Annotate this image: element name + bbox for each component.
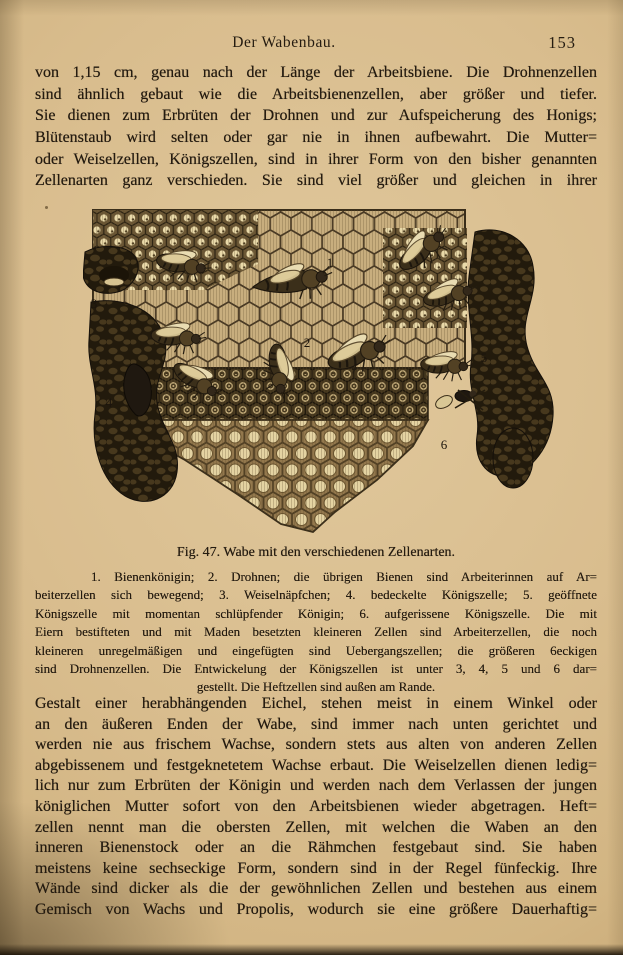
paragraph-top bbox=[35, 62, 597, 192]
legend-line: beiterzellen sich bewegend; 3. Weiselnäpfchen; 4. bedeckelte Königszelle; 5. geöffnete bbox=[35, 587, 597, 603]
text-line: inneren Bienenstock oder an die Rähmchen festgebaut sind. Sie haben bbox=[35, 839, 597, 857]
label-4: 4 bbox=[105, 395, 113, 410]
opened-queen-cell bbox=[433, 393, 454, 411]
text-line: sind ähnlich gebaut wie die Arbeitsbienenzellen, aber größer und tiefer. bbox=[35, 85, 597, 103]
figure-caption-title: Fig. 47. Wabe mit den verschiedenen Zellenarten. bbox=[176, 545, 456, 560]
text-line: Gestalt einer herabhängenden Eichel, stehen meist in einem Winkel oder bbox=[35, 695, 597, 712]
label-5: 5 bbox=[480, 350, 488, 365]
text-line: von 1,15 cm, genau nach der Länge der Arbeitsbiene. Die Drohnenzellen bbox=[35, 64, 597, 81]
honeycomb-engraving bbox=[83, 206, 556, 542]
text-line: oder Weiselzellen, Königszellen, sind in ihrer Form von den bisher genannten bbox=[35, 150, 597, 168]
text-line: königlichen Mutter sofort von den Arbeitsbienen wieder abgetragen. Heft= bbox=[35, 797, 597, 815]
paragraph-bottom bbox=[35, 694, 597, 921]
figure-47 bbox=[83, 206, 556, 542]
text-line: an den äußeren Enden der Wabe, sind immer nach unten gerichtet und bbox=[35, 715, 597, 733]
figure-legend bbox=[35, 568, 597, 697]
legend-line: kleineren unregelmäßigen und eingefügten sind Uebergangszellen; die größeren 6eckigen bbox=[35, 642, 597, 658]
text-line: Gemisch von Wachs und Propolis, wodurch sie eine größere Dauerhaftig= bbox=[35, 900, 597, 918]
text-line: meistens keine sechseckige Form, sondern sind in der Regel fünfeckig. Ihre bbox=[35, 859, 597, 877]
legend-line: Eiern bestifteten und mit Maden besetzten kleineren Zellen sind Arbeiterzellen, die noch bbox=[35, 624, 597, 640]
weiselnaepfchen-cup bbox=[104, 278, 124, 286]
text-line: zellen nennt man die obersten Zellen, mit welchen die Waben an den bbox=[35, 818, 597, 836]
legend-line: Königszelle mit momentan schlüpfender Königin; 6. aufgerissene Königszelle. Die mit bbox=[35, 605, 597, 621]
running-title: Der Wabenbau. bbox=[232, 34, 336, 51]
text-line: werden nie aus frischem Wachse, sondern stets aus alten von anderen Zellen bbox=[35, 736, 597, 754]
legend-line: 1. Bienenkönigin; 2. Drohnen; die übrigen Bienen sind Arbeiterinnen auf Ar= bbox=[91, 569, 597, 584]
label-1: 1 bbox=[326, 255, 334, 270]
legend-line: sind Drohnenzellen. Die Entwickelung der Königszellen ist unter 3, 4, 5 und 6 dar= bbox=[35, 660, 597, 676]
text-line: abgebissenem und festgeknetetem Wachse erbaut. Die Weiselzellen dienen ledig= bbox=[35, 756, 597, 774]
paper-speck bbox=[45, 206, 48, 209]
text-line: Sie dienen zum Erbrüten der Drohnen und zur Aufspeicherung des Honigs; bbox=[35, 107, 597, 125]
running-header bbox=[35, 34, 597, 56]
page-number: 153 bbox=[548, 33, 576, 52]
label-3: 3 bbox=[90, 296, 98, 311]
text-line: Wände sind dicker als die der gewöhnlichen Zellen und bestehen aus einem bbox=[35, 880, 597, 898]
text-line: Zellenarten ganz verschieden. Sie sind viel größer und gleichen in ihrer bbox=[35, 172, 597, 190]
text-line: lich nur zum Erbrüten der Königin und werden nach dem Verlassen der jungen bbox=[35, 777, 597, 795]
text-line: Blütenstaub wird selten oder gar nie in ihnen aufbewahrt. Die Mutter= bbox=[35, 129, 597, 147]
label-2: 2 bbox=[303, 335, 311, 350]
legend-line: gestellt. Die Heftzellen sind außen am Rande. bbox=[196, 679, 436, 695]
label-6: 6 bbox=[440, 437, 448, 452]
